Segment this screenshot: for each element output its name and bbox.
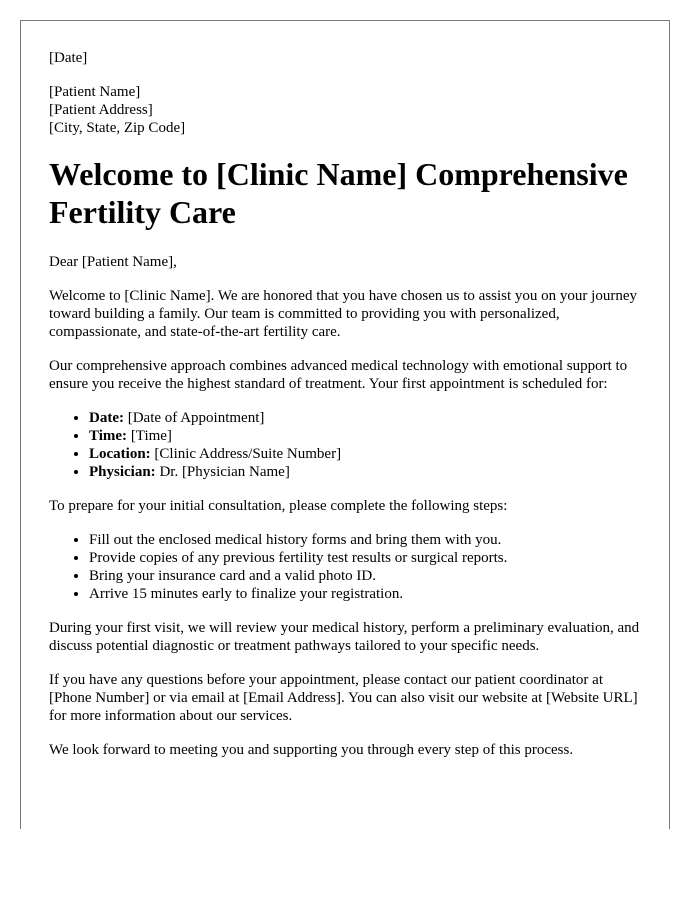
list-item: • Arrive 15 minutes early to finalize your registration.: [89, 585, 649, 603]
first-visit-paragraph: During your first visit, we will review your medical history, perform a preliminary evaluation, and discuss potential diagnostic or treatment pathways tailored to your specific needs.: [49, 620, 640, 654]
recipient-address-block: [49, 83, 649, 137]
appointment-location-value: [Clinic Address/Suite Number]: [150, 446, 342, 462]
letter-page: [20, 20, 670, 829]
appointment-time-label: Time:: [89, 428, 128, 444]
recipient-name: [Patient Name]: [49, 84, 141, 100]
appointment-details-list: [49, 409, 649, 481]
appointment-location-item: [89, 445, 649, 463]
approach-paragraph: Our comprehensive approach combines advanced medical technology with emotional support to ensure you receive the highest standard of treatment. Your first appointment is scheduled for:: [49, 358, 628, 392]
list-item: • Provide copies of any previous fertility test results or surgical reports.: [89, 549, 649, 567]
appointment-physician-item: [89, 463, 649, 481]
contact-paragraph: If you have any questions before your appointment, please contact our patient coordinator at [Phone Number] or via email at [Email Address]. You can also visit our website at [Website URL] for more information about our services.: [49, 672, 638, 724]
appointment-date-value: [Date of Appointment]: [123, 410, 265, 426]
appointment-physician-value: Dr. [Physician Name]: [155, 464, 290, 480]
letter-date: [Date]: [49, 50, 88, 66]
appointment-date-item: [89, 409, 649, 427]
list-item: • Fill out the enclosed medical history forms and bring them with you.: [89, 531, 649, 549]
recipient-city-state-zip: [City, State, Zip Code]: [49, 120, 186, 136]
intro-paragraph: Welcome to [Clinic Name]. We are honored that you have chosen us to assist you on your journey toward building a family. Our team is committed to providing you with personalized, compassionate, and state-of-the-art fertility care.: [49, 288, 637, 340]
list-item: • Bring your insurance card and a valid photo ID.: [89, 567, 649, 585]
preparation-steps-list: [49, 531, 649, 603]
recipient-address: [Patient Address]: [49, 102, 153, 118]
appointment-physician-label: Physician:: [89, 464, 156, 480]
appointment-time-value: [Time]: [127, 428, 172, 444]
preparation-paragraph: To prepare for your initial consultation, please complete the following steps:: [49, 498, 508, 514]
closing-paragraph: We look forward to meeting you and supporting you through every step of this process.: [49, 742, 574, 758]
appointment-date-label: Date:: [89, 410, 124, 426]
letter-title: Welcome to [Clinic Name] Comprehensive Fertility Care: [49, 156, 628, 230]
appointment-location-label: Location:: [89, 446, 151, 462]
salutation: Dear [Patient Name],: [49, 254, 177, 270]
appointment-time-item: [89, 427, 649, 445]
